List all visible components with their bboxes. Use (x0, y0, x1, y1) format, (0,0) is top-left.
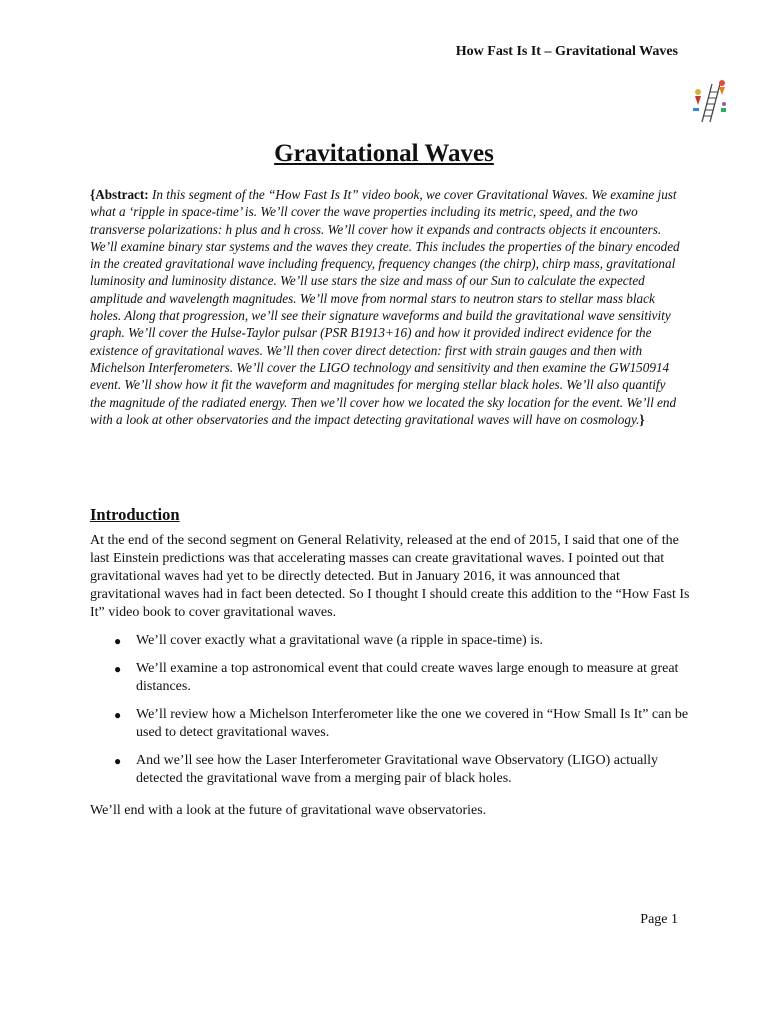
bullet-text: We’ll review how a Michelson Interferometer like the one we covered in “How Small Is It” can be used to detect gravitational waves. (136, 707, 689, 740)
list-item (90, 632, 690, 650)
bullet-text: And we’ll see how the Laser Interferometer Gravitational wave Observatory (LIGO) actually detected the gravitational wave from a merging pair of black holes. (136, 753, 659, 786)
list-item (90, 752, 690, 788)
bullet-icon: ● (114, 708, 122, 722)
document-title: Gravitational Waves (274, 140, 494, 167)
bullet-icon: ● (114, 754, 122, 768)
abstract-label: Abstract: (95, 187, 149, 202)
page-number: Page 1 (640, 912, 678, 927)
running-header-title: How Fast Is It – Gravitational Waves (455, 44, 678, 59)
introduction-heading: Introduction (90, 505, 180, 524)
ladder-logo-icon (690, 78, 730, 124)
bullet-icon: ● (114, 662, 122, 676)
introduction-bullet-list (90, 632, 690, 798)
bullet-text: We’ll cover exactly what a gravitational wave (a ripple in space-time) is. (136, 633, 544, 648)
abstract-paragraph (90, 186, 682, 428)
introduction-paragraph: At the end of the second segment on General Relativity, released at the end of 2015, I said that one of the last Einstein predictions was that accelerating masses can create gravitational waves. I pointed out that gravitational waves had yet to be directly detected. But in January 2016, it was announced that gravitational waves had in fact been detected. So I thought I should create this addition to the “How Fast Is It” video book to cover gravitational waves. (90, 533, 690, 620)
closing-paragraph: We’ll end with a look at the future of gravitational wave observatories. (90, 803, 487, 818)
bullet-icon: ● (114, 634, 122, 648)
abstract-body: In this segment of the “How Fast Is It” video book, we cover Gravitational Waves. We examine just what a ‘ripple in space-time’ is. We’ll cover the wave properties including its metric, speed, and the two transverse polarizations: h plus and h cross. We’ll cover how it expands and contracts objects it encounters. We’ll examine binary star systems and the waves they create. This includes the properties of the binary encoded in the created gravitational wave including frequency, frequency changes (the chirp), chirp mass, gravitational luminosity and luminosity distance. We’ll use stars the size and mass of our Sun to calculate the expected amplitude and wavelength magnitudes. We’ll move from normal stars to neutron stars to stellar mass black holes. Along that progression, we’ll see their signature waveforms and build the gravitational wave sensitivity graph. We’ll cover the Hulse-Taylor pulsar (PSR B1913+16) and how it provided indirect evidence for the existence of gravitational waves. We’ll then cover direct detection: first with strain gauges and then with Michelson Interferometers. We’ll cover the LIGO technology and sensitivity and then examine the GW150914 event. We’ll show how it fit the waveform and magnitudes for merging stellar black holes. We’ll also quantify the magnitude of the radiated energy. Then we’ll cover how we located the sky location for the event. We’ll end with a look at other observatories and the impact detecting gravitational waves will have on cosmology. (90, 187, 680, 427)
abstract-open-brace: { (90, 187, 96, 202)
list-item (90, 706, 690, 742)
bullet-text: We’ll examine a top astronomical event that could create waves large enough to measure at great distances. (136, 661, 679, 694)
abstract-close-brace: } (639, 411, 645, 427)
list-item (90, 660, 690, 696)
